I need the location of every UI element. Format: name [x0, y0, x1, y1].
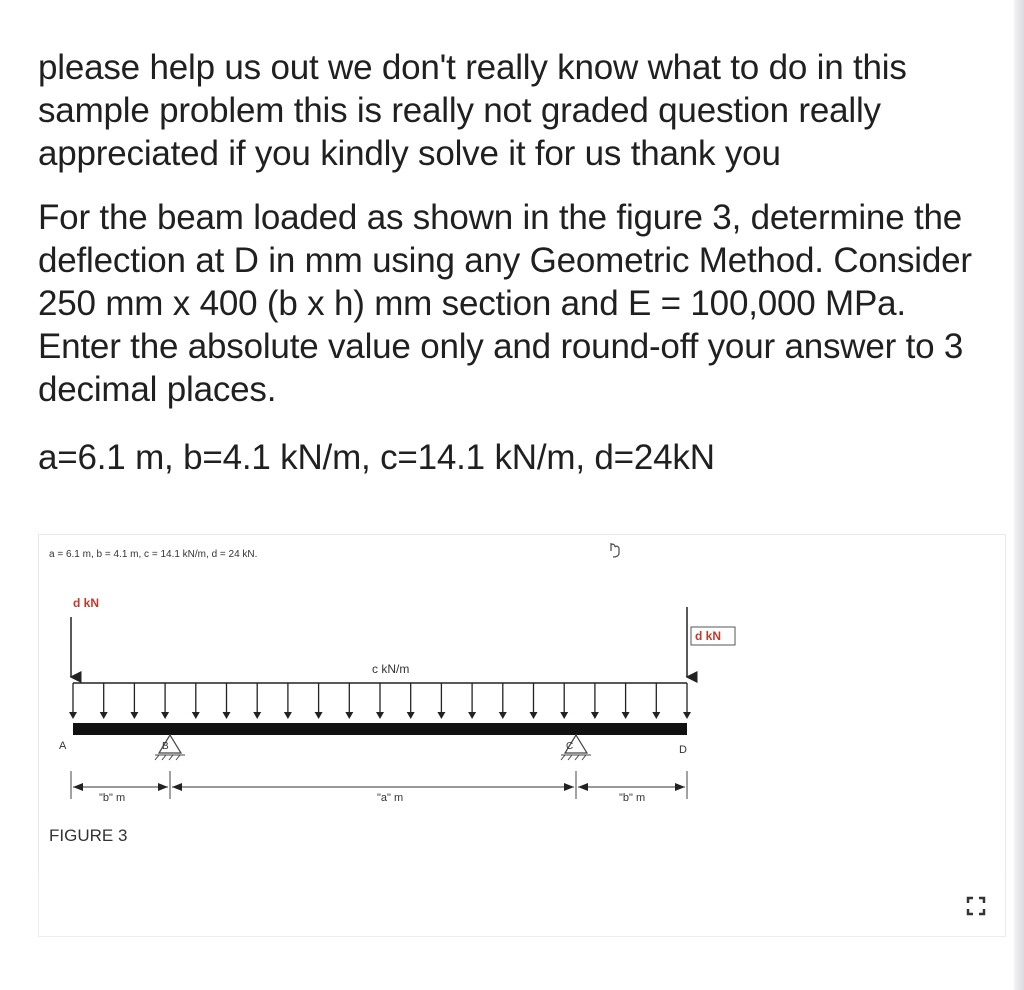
udl-arrow-head: [652, 712, 660, 719]
figure-number-label: FIGURE 3: [49, 826, 128, 845]
left-load-label: d kN: [73, 596, 100, 610]
udl-arrow-head: [284, 712, 292, 719]
beam: [73, 723, 687, 735]
udl-arrow-head: [161, 712, 169, 719]
udl-arrow-head: [468, 712, 476, 719]
point-a-label: A: [59, 740, 67, 752]
beam-diagram: [39, 535, 1005, 877]
support-b-pin: [155, 735, 185, 760]
udl-arrow-head: [560, 712, 568, 719]
udl-arrow-head: [437, 712, 445, 719]
right-load-label: d kN: [695, 629, 722, 643]
dim-left-label: "b" m: [99, 792, 126, 804]
variable-values: a=6.1 m, b=4.1 kN/m, c=14.1 kN/m, d=24kN: [38, 438, 715, 477]
expand-icon[interactable]: [966, 896, 986, 916]
question-intro-text: please help us out we don't really know what to do in this sample problem this is really not graded question really appreciated if you kindly solve it for us thank you: [38, 48, 907, 173]
udl-arrow-head: [622, 712, 630, 719]
udl-arrow-head: [69, 712, 77, 719]
udl-arrow-head: [345, 712, 353, 719]
point-d-label: D: [679, 744, 687, 756]
support-b-label: B: [162, 741, 169, 752]
udl-label: c kN/m: [372, 662, 410, 676]
distributed-load-arrows: [69, 683, 691, 719]
problem-statement: For the beam loaded as shown in the figure 3, determine the deflection at D in mm using any Geometric Method. Consider 250 mm x 400 (b x h) mm section and E = 100,000 MPa. Enter the absolute value only and round-off your answer to 3 decimal places.: [38, 198, 972, 409]
support-c-label: C: [566, 741, 574, 752]
udl-arrow-head: [376, 712, 384, 719]
udl-arrow-head: [591, 712, 599, 719]
figure-image: [38, 534, 1006, 878]
udl-arrow-head: [223, 712, 231, 719]
udl-arrow-head: [130, 712, 138, 719]
udl-arrow-head: [499, 712, 507, 719]
hand-pointer-icon: [611, 543, 619, 557]
udl-arrow-head: [530, 712, 538, 719]
udl-arrow-head: [192, 712, 200, 719]
figure-caption-variables: a = 6.1 m, b = 4.1 m, c = 14.1 kN/m, d = 24 kN.: [49, 549, 258, 560]
udl-arrow-head: [253, 712, 261, 719]
dim-right-label: "b" m: [619, 792, 646, 804]
right-edge-shadow: [1014, 0, 1024, 990]
udl-arrow-head: [315, 712, 323, 719]
udl-arrow-head: [683, 712, 691, 719]
figure-bottom-panel: [38, 876, 1006, 937]
udl-arrow-head: [407, 712, 415, 719]
udl-arrow-head: [100, 712, 108, 719]
dim-mid-label: "a" m: [377, 792, 404, 804]
